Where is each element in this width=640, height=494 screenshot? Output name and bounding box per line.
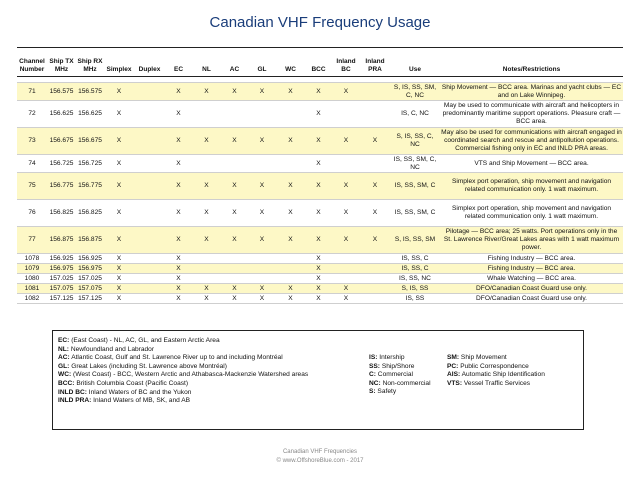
legend-entry xyxy=(58,397,358,406)
table-cell xyxy=(276,274,305,284)
legend-entry xyxy=(58,389,358,398)
table-cell xyxy=(360,101,390,128)
legend-regions xyxy=(58,337,358,406)
notes-cell: Ship Movement — BCC area. Marinas and yacht clubs — EC and on Lake Winnipeg. xyxy=(441,83,622,99)
table-cell: X xyxy=(176,254,181,262)
table-cell: X xyxy=(316,294,321,302)
legend-abbr: BCC: xyxy=(58,379,75,387)
table-cell: X xyxy=(104,227,134,254)
legend-entry xyxy=(58,380,358,389)
table-cell xyxy=(248,254,276,264)
column-header: Inland PRA xyxy=(365,58,385,73)
table-cell xyxy=(134,284,165,294)
table-cell: 156.725 xyxy=(49,159,74,167)
legend-entry xyxy=(369,380,439,389)
table-cell xyxy=(134,274,165,284)
table-cell xyxy=(134,264,165,274)
table-cell: 157.125 xyxy=(78,294,102,302)
table-cell: 1080 xyxy=(24,274,40,282)
notes-cell: VTS and Ship Movement — BCC area. xyxy=(474,159,589,167)
table-cell: X xyxy=(248,128,276,155)
table-row xyxy=(17,155,623,173)
table-row xyxy=(17,254,623,264)
table-cell: X xyxy=(332,227,360,254)
legend-abbr: INLD PRA: xyxy=(58,397,92,405)
table-cell: 72 xyxy=(28,110,36,117)
legend-abbr: NC: xyxy=(369,379,381,387)
table-cell: 1079 xyxy=(17,264,47,274)
table-cell: X xyxy=(165,284,192,294)
table-cell: 156.825 xyxy=(49,209,74,216)
table-cell: X xyxy=(259,209,265,216)
legend-entry xyxy=(447,380,582,389)
table-cell: X xyxy=(305,128,332,155)
table-cell: X xyxy=(276,83,305,101)
table-cell: X xyxy=(360,227,390,254)
table-cell: 156.975 xyxy=(76,264,104,274)
legend-entry xyxy=(369,388,439,397)
table-cell: X xyxy=(116,274,122,282)
table-cell: X xyxy=(332,83,360,101)
table-cell: X xyxy=(104,264,134,274)
legend-text: Ship/Shore xyxy=(380,362,415,370)
legend-text: British Columbia Coast (Pacific Coast) xyxy=(74,379,189,387)
notes-cell: May be used to communicate with aircraft and helicopters in predominantly maritime support operations. Pleasure craft — BCC area. xyxy=(442,102,621,125)
legend-text: Inland Waters of BC and the Yukon xyxy=(86,388,192,396)
table-cell xyxy=(221,101,248,128)
use-cell: S, IS, SS, SM, C, NC xyxy=(390,83,440,101)
table-cell: 157.025 xyxy=(49,274,74,282)
table-cell: X xyxy=(332,284,360,294)
table-cell: X xyxy=(192,227,221,254)
legend-text: Atlantic Coast, Gulf and St. Lawrence River up to and including Montréal xyxy=(69,354,283,362)
table-row xyxy=(17,227,623,254)
table-cell: X xyxy=(360,128,390,155)
page-title: Canadian VHF Frequency Usage xyxy=(209,14,431,31)
use-cell: IS, SS, SM, C, NC xyxy=(393,155,437,171)
column-header: EC xyxy=(173,66,184,73)
table-cell: X xyxy=(176,209,181,216)
footer-title: Canadian VHF Frequencies xyxy=(282,449,358,455)
table-cell: X xyxy=(116,209,122,216)
use-cell: S, IS, SS xyxy=(390,284,440,294)
column-header: BCC xyxy=(311,66,326,73)
column-header: Channel Number xyxy=(19,58,45,73)
table-cell: 156.575 xyxy=(76,83,104,101)
table-cell: 75 xyxy=(17,173,47,200)
table-cell: X xyxy=(248,284,276,294)
table-cell xyxy=(248,264,276,274)
table-cell: X xyxy=(221,284,248,294)
table-cell xyxy=(360,284,390,294)
table-cell: 156.875 xyxy=(76,227,104,254)
table-cell: X xyxy=(104,83,134,101)
table-cell: X xyxy=(360,173,390,200)
table-cell: 156.925 xyxy=(78,254,102,262)
table-cell xyxy=(134,254,165,264)
table-cell xyxy=(192,155,221,173)
legend-entry xyxy=(58,371,358,380)
table-cell: X xyxy=(204,209,209,216)
table-cell xyxy=(134,128,165,155)
table-cell xyxy=(134,83,165,101)
table-cell: X xyxy=(316,159,321,167)
table-cell: X xyxy=(248,173,276,200)
use-cell: IS, SS, C xyxy=(390,264,440,274)
table-cell: 156.575 xyxy=(47,83,76,101)
table-cell: X xyxy=(316,274,321,282)
table-cell: X xyxy=(116,294,122,302)
table-cell: X xyxy=(176,274,181,282)
legend-abbr: C: xyxy=(369,371,376,379)
notes-cell: Pilotage — BCC area; 25 watts. Port operations only in the St. Lawrence River/Great Lakes areas with 1 watt maximum power. xyxy=(440,227,623,254)
table-cell: X xyxy=(116,110,122,117)
table-cell xyxy=(221,274,248,284)
table-cell: 157.075 xyxy=(47,284,76,294)
column-header: Ship RX MHz xyxy=(77,58,103,73)
table-cell: 156.625 xyxy=(78,110,102,117)
legend-entry xyxy=(447,363,582,372)
column-header: Inland BC xyxy=(336,58,356,73)
table-row xyxy=(17,284,623,294)
table-cell xyxy=(134,227,165,254)
table-cell xyxy=(134,294,165,304)
legend-abbr: PC: xyxy=(447,362,459,370)
table-cell: X xyxy=(104,128,134,155)
table-cell: X xyxy=(372,209,378,216)
table-cell xyxy=(276,101,305,128)
table-cell: X xyxy=(305,264,332,274)
legend-text: Inland Waters of MB, SK, and AB xyxy=(91,397,191,405)
table-header-row xyxy=(17,48,623,77)
legend-text: Newfoundland and Labrador xyxy=(69,345,155,353)
table-cell: X xyxy=(316,209,321,216)
use-cell: IS, C, NC xyxy=(401,110,429,117)
table-cell: X xyxy=(116,254,122,262)
table-cell: 156.675 xyxy=(47,128,76,155)
table-cell xyxy=(332,155,360,173)
column-header: GL xyxy=(257,66,267,73)
table-cell: 74 xyxy=(28,159,36,167)
use-cell: IS, SS, SM, C xyxy=(390,173,440,200)
table-cell: X xyxy=(221,128,248,155)
table-cell: X xyxy=(192,128,221,155)
table-row xyxy=(17,264,623,274)
table-row xyxy=(17,128,623,155)
table-cell: 1082 xyxy=(24,294,40,302)
table-cell xyxy=(276,254,305,264)
legend-abbr: WC: xyxy=(58,371,72,379)
table-cell xyxy=(134,200,165,227)
table-cell xyxy=(248,101,276,128)
table-cell: 1081 xyxy=(17,284,47,294)
table-cell: X xyxy=(259,294,265,302)
column-header: Duplex xyxy=(138,66,161,73)
table-cell: 157.025 xyxy=(78,274,102,282)
use-cell: IS, SS, C xyxy=(401,254,429,262)
footer-copyright: © www.OffshoreBlue.com - 2017 xyxy=(276,458,364,464)
table-cell xyxy=(134,155,165,173)
legend-text: Intership xyxy=(377,354,405,361)
legend-text: Safety xyxy=(375,388,397,396)
table-cell xyxy=(360,155,390,173)
table-cell: X xyxy=(316,254,321,262)
table-row xyxy=(17,200,623,227)
table-cell: 156.675 xyxy=(76,128,104,155)
legend-text: Automatic Ship Identification xyxy=(460,371,545,379)
notes-cell: DFO/Canadian Coast Guard use only. xyxy=(440,284,623,294)
table-cell xyxy=(360,274,390,284)
footer xyxy=(0,448,640,466)
table-cell: X xyxy=(232,294,237,302)
legend-entry xyxy=(58,363,358,372)
table-cell: 73 xyxy=(17,128,47,155)
table-row xyxy=(17,173,623,200)
table-cell: 156.625 xyxy=(49,110,74,117)
table-cell: X xyxy=(248,227,276,254)
table-cell: X xyxy=(343,209,349,216)
table-cell xyxy=(134,173,165,200)
legend-entry xyxy=(369,371,439,380)
notes-cell: Fishing Industry — BCC area. xyxy=(440,264,623,274)
table-cell xyxy=(248,274,276,284)
legend-text: Great Lakes (including St. Lawrence above Montréal) xyxy=(69,362,227,370)
use-cell: IS, SS xyxy=(405,294,425,302)
legend-text: Commercial xyxy=(375,371,413,379)
table-cell: X xyxy=(248,83,276,101)
table-cell: X xyxy=(305,227,332,254)
legend-text: Ship Movement xyxy=(459,354,507,361)
table-cell xyxy=(248,155,276,173)
legend-abbr: AIS: xyxy=(447,371,461,379)
column-header: AC xyxy=(229,66,240,73)
legend-uses xyxy=(369,354,439,397)
table-cell xyxy=(192,254,221,264)
table-cell: 156.925 xyxy=(49,254,74,262)
table-cell: 157.125 xyxy=(49,294,74,302)
legend-abbr: IS: xyxy=(369,354,378,361)
table-cell: X xyxy=(332,128,360,155)
frequency-table xyxy=(17,47,623,304)
table-cell: X xyxy=(221,227,248,254)
legend-box xyxy=(52,330,584,430)
table-cell: X xyxy=(116,159,122,167)
legend-entry xyxy=(58,346,358,355)
table-cell xyxy=(276,155,305,173)
legend-abbr: SS: xyxy=(369,362,380,370)
legend-entry xyxy=(447,354,582,363)
table-cell: X xyxy=(221,83,248,101)
table-cell: 156.725 xyxy=(78,159,102,167)
table-row xyxy=(17,101,623,128)
table-cell: X xyxy=(276,227,305,254)
column-header: Simplex xyxy=(106,66,132,73)
table-cell: 156.775 xyxy=(47,173,76,200)
table-cell: X xyxy=(305,173,332,200)
table-cell: 1078 xyxy=(24,254,40,262)
use-cell: IS, SS, SM, C xyxy=(394,209,436,216)
table-cell: 76 xyxy=(28,209,36,216)
table-cell: 156.775 xyxy=(76,173,104,200)
table-cell: 156.875 xyxy=(47,227,76,254)
column-header: Ship TX MHz xyxy=(49,58,74,73)
notes-cell: DFO/Canadian Coast Guard use only. xyxy=(476,294,587,302)
table-cell: X xyxy=(204,294,209,302)
legend-entry xyxy=(369,363,439,372)
table-cell: X xyxy=(192,284,221,294)
legend-abbr: EC: xyxy=(58,337,70,344)
legend-text: Non-commercial xyxy=(380,379,431,387)
table-cell: 156.825 xyxy=(78,209,102,216)
table-cell xyxy=(192,101,221,128)
legend-abbr: S: xyxy=(369,388,376,396)
notes-cell: Simplex port operation, ship movement and navigation related communication only. 1 watt maximum. xyxy=(440,173,623,200)
legend-text: (West Coast) - BCC, Western Arctic and Athabasca-Mackenzie Watershed areas xyxy=(71,371,309,379)
table-cell: X xyxy=(288,209,293,216)
table-cell: X xyxy=(276,128,305,155)
notes-cell: Simplex port operation, ship movement and navigation related communication only. 1 watt maximum. xyxy=(451,205,612,220)
legend-entry xyxy=(369,354,439,363)
legend-abbr: SM: xyxy=(447,354,460,361)
legend-abbr: GL: xyxy=(58,362,70,370)
legend-abbr: NL: xyxy=(58,345,69,353)
table-cell: X xyxy=(165,264,192,274)
table-cell: X xyxy=(165,128,192,155)
column-header: Use xyxy=(409,66,421,73)
notes-cell: May also be used for communications with aircraft engaged in coordinated search and rescue and antipollution operations. Commercial fishing only in EC and INLD PRA areas. xyxy=(440,128,623,155)
table-cell xyxy=(360,264,390,274)
table-cell: X xyxy=(176,159,181,167)
table-cell xyxy=(276,264,305,274)
table-cell: 156.975 xyxy=(47,264,76,274)
legend-abbr: INLD BC: xyxy=(58,388,87,396)
legend-entry xyxy=(58,337,358,346)
table-cell: X xyxy=(165,83,192,101)
table-cell: X xyxy=(305,83,332,101)
table-cell: X xyxy=(232,209,237,216)
column-header: WC xyxy=(285,66,296,73)
column-header: Notes/Restrictions xyxy=(502,66,561,73)
table-cell xyxy=(221,264,248,274)
table-cell: X xyxy=(165,227,192,254)
table-cell xyxy=(332,274,360,284)
table-cell: X xyxy=(288,294,293,302)
table-row xyxy=(17,274,623,284)
table-cell: X xyxy=(316,110,321,117)
legend-entry xyxy=(58,354,358,363)
table-cell: X xyxy=(305,284,332,294)
table-cell: X xyxy=(276,284,305,294)
table-cell xyxy=(360,294,390,304)
legend-abbr: VTS: xyxy=(447,379,463,387)
table-cell xyxy=(192,274,221,284)
table-cell xyxy=(332,101,360,128)
table-cell: 77 xyxy=(17,227,47,254)
table-cell xyxy=(221,254,248,264)
table-cell xyxy=(134,101,165,128)
table-row xyxy=(17,83,623,101)
table-cell xyxy=(332,254,360,264)
use-cell: S, IS, SS, C, NC xyxy=(390,128,440,155)
table-cell: X xyxy=(176,110,181,117)
notes-cell: Whale Watching — BCC area. xyxy=(487,274,576,282)
notes-cell: Fishing Industry — BCC area. xyxy=(487,254,576,262)
legend-text: Public Correspondence xyxy=(458,362,529,370)
table-cell: X xyxy=(343,294,349,302)
table-cell: X xyxy=(104,284,134,294)
use-cell: IS, SS, NC xyxy=(399,274,431,282)
table-cell: X xyxy=(104,173,134,200)
legend-abbr: AC: xyxy=(58,354,70,362)
table-cell: X xyxy=(192,83,221,101)
table-cell: 71 xyxy=(17,83,47,101)
table-cell: X xyxy=(165,173,192,200)
table-cell: 157.075 xyxy=(76,284,104,294)
legend-entry xyxy=(447,371,582,380)
table-cell: X xyxy=(221,173,248,200)
table-cell xyxy=(360,83,390,101)
table-cell: X xyxy=(276,173,305,200)
use-cell: S, IS, SS, SM xyxy=(390,227,440,254)
table-cell xyxy=(192,264,221,274)
table-cell xyxy=(332,264,360,274)
table-row xyxy=(17,294,623,304)
table-cell: X xyxy=(176,294,181,302)
column-header: NL xyxy=(202,66,211,73)
table-cell: X xyxy=(192,173,221,200)
legend-text: Vessel Traffic Services xyxy=(462,379,531,387)
legend-services xyxy=(447,354,582,388)
table-cell: X xyxy=(332,173,360,200)
legend-text: (East Coast) - NL, AC, GL, and Eastern Arctic Area xyxy=(69,337,220,344)
table-cell xyxy=(360,254,390,264)
table-cell xyxy=(221,155,248,173)
